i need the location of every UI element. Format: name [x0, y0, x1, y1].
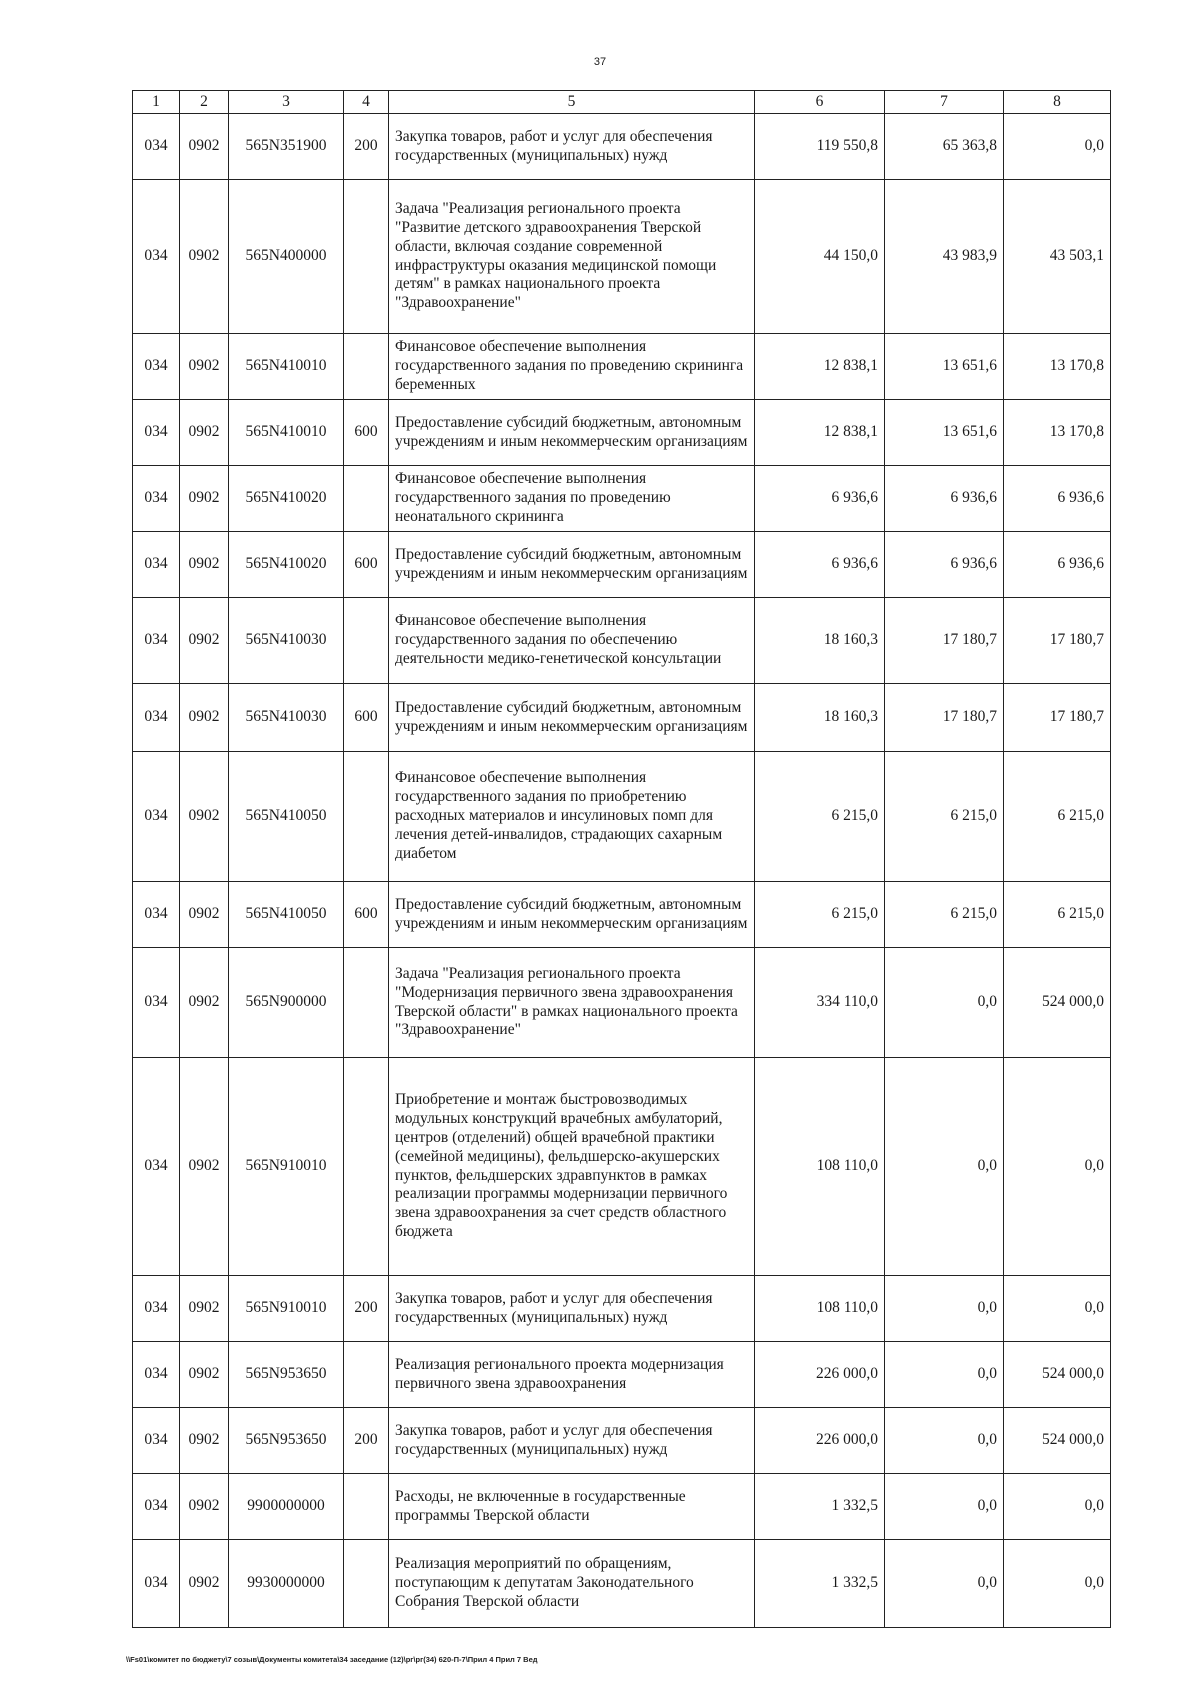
target-article-code: 565N910010 — [229, 1276, 344, 1342]
amount-col-8: 13 170,8 — [1004, 400, 1111, 466]
amount-col-6: 44 150,0 — [755, 180, 885, 334]
amount-col-8: 0,0 — [1004, 1058, 1111, 1276]
target-article-code: 565N910010 — [229, 1058, 344, 1276]
section-code: 0902 — [180, 1058, 229, 1276]
amount-col-7: 6 936,6 — [885, 466, 1004, 532]
amount-col-7: 6 215,0 — [885, 752, 1004, 882]
amount-col-8: 524 000,0 — [1004, 1408, 1111, 1474]
item-description: Закупка товаров, работ и услуг для обеспечения государственных (муниципальных) нужд — [389, 1276, 755, 1342]
item-description: Предоставление субсидий бюджетным, автономным учреждениям и иным некоммерческим организациям — [389, 532, 755, 598]
item-description: Финансовое обеспечение выполнения государственного задания по проведению скрининга беременных — [389, 334, 755, 400]
item-description: Реализация мероприятий по обращениям, поступающим к депутатам Законодательного Собрания Тверской области — [389, 1540, 755, 1628]
amount-col-8: 0,0 — [1004, 1276, 1111, 1342]
item-description: Предоставление субсидий бюджетным, автономным учреждениям и иным некоммерческим организациям — [389, 400, 755, 466]
expense-type-code: 200 — [344, 1408, 389, 1474]
expense-type-code — [344, 180, 389, 334]
amount-col-6: 6 936,6 — [755, 466, 885, 532]
ministry-code: 034 — [133, 948, 180, 1058]
ministry-code: 034 — [133, 180, 180, 334]
amount-col-8: 6 215,0 — [1004, 752, 1111, 882]
expense-type-code — [344, 1540, 389, 1628]
table-row — [133, 882, 1111, 948]
amount-col-7: 6 936,6 — [885, 532, 1004, 598]
ministry-code: 034 — [133, 684, 180, 752]
target-article-code: 565N410030 — [229, 684, 344, 752]
budget-table — [132, 90, 1111, 1628]
target-article-code: 565N410010 — [229, 334, 344, 400]
amount-col-7: 13 651,6 — [885, 400, 1004, 466]
table-row — [133, 684, 1111, 752]
section-code: 0902 — [180, 1276, 229, 1342]
target-article-code: 565N400000 — [229, 180, 344, 334]
col-header-2: 2 — [180, 91, 229, 114]
table-row — [133, 598, 1111, 684]
ministry-code: 034 — [133, 1342, 180, 1408]
amount-col-6: 6 215,0 — [755, 882, 885, 948]
amount-col-8: 0,0 — [1004, 114, 1111, 180]
amount-col-7: 0,0 — [885, 1058, 1004, 1276]
amount-col-6: 18 160,3 — [755, 684, 885, 752]
amount-col-7: 0,0 — [885, 948, 1004, 1058]
ministry-code: 034 — [133, 532, 180, 598]
item-description: Предоставление субсидий бюджетным, автономным учреждениям и иным некоммерческим организациям — [389, 684, 755, 752]
expense-type-code — [344, 1342, 389, 1408]
section-code: 0902 — [180, 114, 229, 180]
section-code: 0902 — [180, 752, 229, 882]
item-description: Закупка товаров, работ и услуг для обеспечения государственных (муниципальных) нужд — [389, 1408, 755, 1474]
table-row — [133, 466, 1111, 532]
ministry-code: 034 — [133, 1408, 180, 1474]
target-article-code: 9900000000 — [229, 1474, 344, 1540]
page-number: 37 — [593, 56, 607, 68]
expense-type-code — [344, 598, 389, 684]
amount-col-8: 0,0 — [1004, 1474, 1111, 1540]
item-description: Приобретение и монтаж быстровозводимых модульных конструкций врачебных амбулаторий, центров (отделений) общей врачебной практики (семейной медицины), фельдшерско-акушерских пунктов, фельдшерских здравпунктов в рамках реализации программы модернизации первичного звена здравоохранения за счет средств областного бюджета — [389, 1058, 755, 1276]
table-row — [133, 1058, 1111, 1276]
amount-col-6: 334 110,0 — [755, 948, 885, 1058]
amount-col-8: 17 180,7 — [1004, 598, 1111, 684]
amount-col-6: 226 000,0 — [755, 1342, 885, 1408]
col-header-5: 5 — [389, 91, 755, 114]
target-article-code: 565N351900 — [229, 114, 344, 180]
amount-col-6: 1 332,5 — [755, 1474, 885, 1540]
amount-col-6: 108 110,0 — [755, 1058, 885, 1276]
ministry-code: 034 — [133, 1474, 180, 1540]
target-article-code: 565N410020 — [229, 532, 344, 598]
item-description: Финансовое обеспечение выполнения государственного задания по приобретению расходных материалов и инсулиновых помп для лечения детей-инвалидов, страдающих сахарным диабетом — [389, 752, 755, 882]
col-header-3: 3 — [229, 91, 344, 114]
ministry-code: 034 — [133, 334, 180, 400]
amount-col-8: 6 936,6 — [1004, 466, 1111, 532]
amount-col-7: 65 363,8 — [885, 114, 1004, 180]
ministry-code: 034 — [133, 400, 180, 466]
expense-type-code: 600 — [344, 532, 389, 598]
col-header-8: 8 — [1004, 91, 1111, 114]
amount-col-6: 12 838,1 — [755, 334, 885, 400]
target-article-code: 565N953650 — [229, 1342, 344, 1408]
table-row — [133, 334, 1111, 400]
col-header-6: 6 — [755, 91, 885, 114]
table-row — [133, 1540, 1111, 1628]
item-description: Задача "Реализация регионального проекта "Развитие детского здравоохранения Тверской области, включая создание современной инфраструктуры оказания медицинской помощи детям" в рамках национального проекта "Здравоохранение" — [389, 180, 755, 334]
amount-col-6: 6 215,0 — [755, 752, 885, 882]
ministry-code: 034 — [133, 882, 180, 948]
target-article-code: 565N900000 — [229, 948, 344, 1058]
amount-col-8: 6 215,0 — [1004, 882, 1111, 948]
item-description: Расходы, не включенные в государственные программы Тверской области — [389, 1474, 755, 1540]
header-row — [133, 91, 1111, 114]
section-code: 0902 — [180, 532, 229, 598]
amount-col-6: 108 110,0 — [755, 1276, 885, 1342]
item-description: Финансовое обеспечение выполнения государственного задания по обеспечению деятельности медико-генетической консультации — [389, 598, 755, 684]
amount-col-7: 17 180,7 — [885, 684, 1004, 752]
table-row — [133, 532, 1111, 598]
amount-col-8: 43 503,1 — [1004, 180, 1111, 334]
amount-col-7: 0,0 — [885, 1276, 1004, 1342]
table-row — [133, 1276, 1111, 1342]
section-code: 0902 — [180, 1474, 229, 1540]
section-code: 0902 — [180, 598, 229, 684]
amount-col-7: 17 180,7 — [885, 598, 1004, 684]
target-article-code: 9930000000 — [229, 1540, 344, 1628]
item-description: Реализация регионального проекта модернизация первичного звена здравоохранения — [389, 1342, 755, 1408]
amount-col-8: 0,0 — [1004, 1540, 1111, 1628]
table-row — [133, 948, 1111, 1058]
ministry-code: 034 — [133, 1540, 180, 1628]
expense-type-code — [344, 1474, 389, 1540]
file-path-footer: \\Fs01\комитет по бюджету\7 созыв\Документы комитета\34 заседание (12)\рг\рг(34) 620-П-7\Прил 4 Прил 7 Вед — [126, 1655, 538, 1664]
col-header-4: 4 — [344, 91, 389, 114]
expense-type-code: 200 — [344, 1276, 389, 1342]
target-article-code: 565N953650 — [229, 1408, 344, 1474]
col-header-1: 1 — [133, 91, 180, 114]
amount-col-7: 0,0 — [885, 1540, 1004, 1628]
col-header-7: 7 — [885, 91, 1004, 114]
target-article-code: 565N410010 — [229, 400, 344, 466]
section-code: 0902 — [180, 180, 229, 334]
section-code: 0902 — [180, 684, 229, 752]
amount-col-6: 1 332,5 — [755, 1540, 885, 1628]
target-article-code: 565N410020 — [229, 466, 344, 532]
amount-col-8: 6 936,6 — [1004, 532, 1111, 598]
amount-col-7: 0,0 — [885, 1408, 1004, 1474]
amount-col-8: 524 000,0 — [1004, 948, 1111, 1058]
amount-col-7: 0,0 — [885, 1474, 1004, 1540]
amount-col-8: 17 180,7 — [1004, 684, 1111, 752]
table-row — [133, 400, 1111, 466]
section-code: 0902 — [180, 1408, 229, 1474]
section-code: 0902 — [180, 1540, 229, 1628]
table-row — [133, 114, 1111, 180]
expense-type-code: 600 — [344, 684, 389, 752]
amount-col-7: 13 651,6 — [885, 334, 1004, 400]
item-description: Задача "Реализация регионального проекта "Модернизация первичного звена здравоохранения Тверской области" в рамках национального проекта "Здравоохранение" — [389, 948, 755, 1058]
item-description: Предоставление субсидий бюджетным, автономным учреждениям и иным некоммерческим организациям — [389, 882, 755, 948]
ministry-code: 034 — [133, 114, 180, 180]
amount-col-6: 226 000,0 — [755, 1408, 885, 1474]
expense-type-code: 200 — [344, 114, 389, 180]
ministry-code: 034 — [133, 466, 180, 532]
target-article-code: 565N410050 — [229, 752, 344, 882]
expense-type-code: 600 — [344, 400, 389, 466]
amount-col-7: 43 983,9 — [885, 180, 1004, 334]
amount-col-7: 6 215,0 — [885, 882, 1004, 948]
table-row — [133, 180, 1111, 334]
ministry-code: 034 — [133, 598, 180, 684]
section-code: 0902 — [180, 882, 229, 948]
amount-col-6: 6 936,6 — [755, 532, 885, 598]
expense-type-code: 600 — [344, 882, 389, 948]
item-description: Закупка товаров, работ и услуг для обеспечения государственных (муниципальных) нужд — [389, 114, 755, 180]
expense-type-code — [344, 948, 389, 1058]
amount-col-8: 524 000,0 — [1004, 1342, 1111, 1408]
target-article-code: 565N410030 — [229, 598, 344, 684]
amount-col-7: 0,0 — [885, 1342, 1004, 1408]
expense-type-code — [344, 1058, 389, 1276]
table-row — [133, 1342, 1111, 1408]
section-code: 0902 — [180, 400, 229, 466]
table-row — [133, 752, 1111, 882]
amount-col-6: 12 838,1 — [755, 400, 885, 466]
section-code: 0902 — [180, 948, 229, 1058]
amount-col-8: 13 170,8 — [1004, 334, 1111, 400]
target-article-code: 565N410050 — [229, 882, 344, 948]
amount-col-6: 18 160,3 — [755, 598, 885, 684]
section-code: 0902 — [180, 1342, 229, 1408]
table-row — [133, 1408, 1111, 1474]
expense-type-code — [344, 334, 389, 400]
amount-col-6: 119 550,8 — [755, 114, 885, 180]
expense-type-code — [344, 752, 389, 882]
ministry-code: 034 — [133, 1276, 180, 1342]
section-code: 0902 — [180, 334, 229, 400]
section-code: 0902 — [180, 466, 229, 532]
item-description: Финансовое обеспечение выполнения государственного задания по проведению неонатального скрининга — [389, 466, 755, 532]
ministry-code: 034 — [133, 752, 180, 882]
ministry-code: 034 — [133, 1058, 180, 1276]
table-row — [133, 1474, 1111, 1540]
expense-type-code — [344, 466, 389, 532]
